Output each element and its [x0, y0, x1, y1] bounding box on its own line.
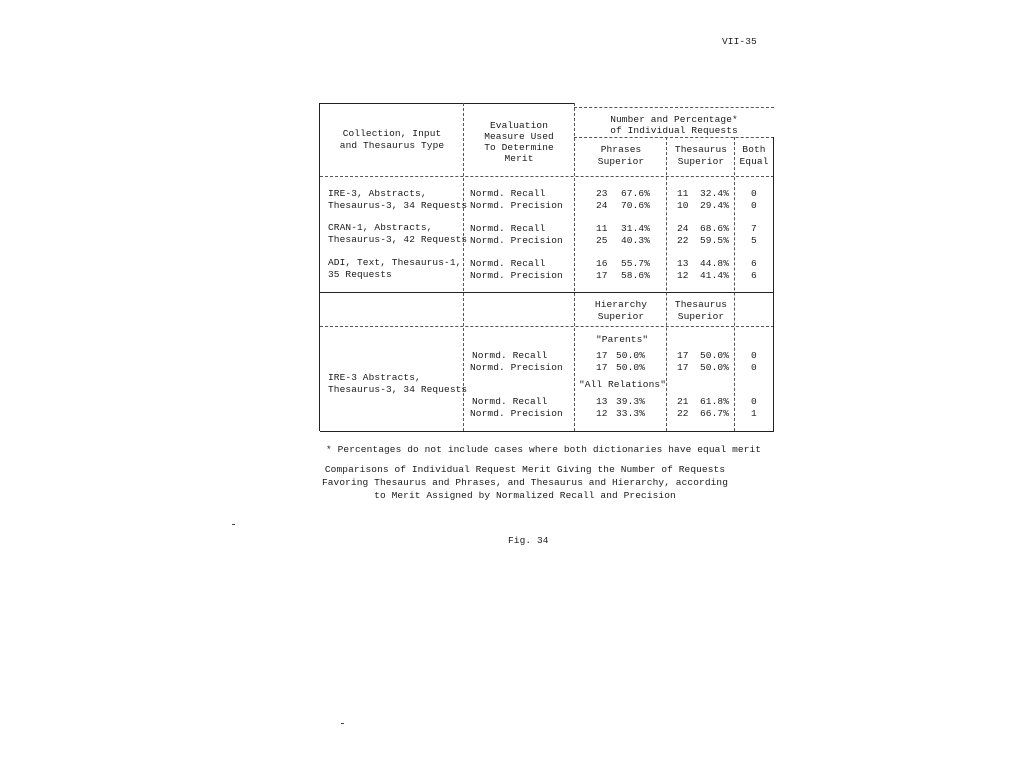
- phrases-superior-header: Phrases Superior: [597, 144, 645, 167]
- equal-count: 7: [751, 223, 757, 234]
- phrases-percent: 31.4%: [621, 223, 651, 234]
- thesaurus-count: 13: [677, 258, 689, 269]
- equal-count: 0: [751, 396, 757, 407]
- number-percentage-header: Number and Percentage* of Individual Requests: [610, 114, 738, 136]
- number-header-rule: [574, 137, 774, 138]
- section-rule-2: [320, 326, 774, 327]
- thesaurus-superior-header: Thesaurus Superior: [674, 144, 728, 167]
- scan-speck: [341, 723, 344, 724]
- phrases-count: 25: [596, 235, 608, 246]
- figure-label: Fig. 34: [508, 535, 549, 546]
- equal-count: 1: [751, 408, 757, 419]
- hierarchy-count: 17: [596, 362, 608, 373]
- col-rule-phrases: [666, 137, 667, 431]
- thesaurus-count: 17: [677, 350, 689, 361]
- collection-cran1: CRAN-1, Abstracts, Thesaurus-3, 42 Requests: [328, 222, 468, 245]
- table-row: Normd. Recall: [470, 223, 546, 234]
- all-relations-label: "All Relations": [579, 379, 667, 390]
- thesaurus-percent: 59.5%: [700, 235, 730, 246]
- hierarchy-count: 13: [596, 396, 608, 407]
- thesaurus-percent: 68.6%: [700, 223, 730, 234]
- thesaurus-percent: 50.0%: [700, 350, 730, 361]
- equal-count: 6: [751, 270, 757, 281]
- table-row: Normd. Precision: [470, 270, 563, 281]
- thesaurus-count: 22: [677, 408, 689, 419]
- phrases-percent: 40.3%: [621, 235, 651, 246]
- col-rule-evaluation: [574, 103, 575, 431]
- table-left-rule: [319, 103, 320, 431]
- thesaurus-percent: 41.4%: [700, 270, 730, 281]
- equal-count: 0: [751, 362, 757, 373]
- evaluation-header: Evaluation Measure Used To Determine Merit: [484, 120, 554, 164]
- equal-count: 0: [751, 200, 757, 211]
- phrases-percent: 67.6%: [621, 188, 651, 199]
- table-row: Normd. Recall: [470, 188, 546, 199]
- table-row: Normd. Recall: [470, 258, 546, 269]
- table-row: Normd. Precision: [470, 408, 563, 419]
- hierarchy-percent: 39.3%: [616, 396, 646, 407]
- collection-header: Collection, Input and Thesaurus Type: [339, 128, 445, 151]
- phrases-count: 24: [596, 200, 608, 211]
- phrases-percent: 70.6%: [621, 200, 651, 211]
- thesaurus-count: 10: [677, 200, 689, 211]
- section-rule-1: [320, 292, 774, 293]
- scan-speck: [232, 524, 235, 525]
- table-top-rule: [320, 103, 574, 104]
- hierarchy-superior-header: Hierarchy Superior: [594, 299, 648, 322]
- phrases-count: 23: [596, 188, 608, 199]
- both-equal-header: Both Equal: [739, 144, 769, 167]
- table-top-rule-right: [574, 107, 774, 108]
- phrases-count: 17: [596, 270, 608, 281]
- equal-count: 0: [751, 188, 757, 199]
- table-row: Normd. Recall: [472, 350, 548, 361]
- equal-count: 0: [751, 350, 757, 361]
- hierarchy-percent: 50.0%: [616, 350, 646, 361]
- thesaurus-count: 22: [677, 235, 689, 246]
- thesaurus-percent: 29.4%: [700, 200, 730, 211]
- thesaurus-count: 24: [677, 223, 689, 234]
- thesaurus-percent: 66.7%: [700, 408, 730, 419]
- header-bottom-rule: [320, 176, 774, 177]
- parents-label: "Parents": [596, 334, 649, 345]
- table-row: Normd. Precision: [470, 235, 563, 246]
- collection-ire3: IRE-3, Abstracts, Thesaurus-3, 34 Requests: [328, 188, 468, 211]
- thesaurus-superior-header-2: Thesaurus Superior: [674, 299, 728, 322]
- hierarchy-percent: 33.3%: [616, 408, 646, 419]
- phrases-count: 16: [596, 258, 608, 269]
- thesaurus-percent: 44.8%: [700, 258, 730, 269]
- footnote: * Percentages do not include cases where both dictionaries have equal merit: [326, 444, 762, 455]
- table-right-rule: [773, 137, 774, 431]
- collection-adi: ADI, Text, Thesaurus-1, 35 Requests: [328, 257, 462, 280]
- thesaurus-percent: 61.8%: [700, 396, 730, 407]
- col-rule-thesaurus: [734, 137, 735, 431]
- hierarchy-count: 17: [596, 350, 608, 361]
- thesaurus-count: 12: [677, 270, 689, 281]
- phrases-count: 11: [596, 223, 608, 234]
- hierarchy-percent: 50.0%: [616, 362, 646, 373]
- table-row: Normd. Recall: [472, 396, 548, 407]
- table-row: Normd. Precision: [470, 200, 563, 211]
- phrases-percent: 55.7%: [621, 258, 651, 269]
- page-number: VII-35: [722, 36, 757, 47]
- equal-count: 5: [751, 235, 757, 246]
- collection-ire3-hierarchy: IRE-3 Abstracts, Thesaurus-3, 34 Requests: [328, 372, 468, 395]
- thesaurus-count: 21: [677, 396, 689, 407]
- thesaurus-count: 11: [677, 188, 689, 199]
- hierarchy-count: 12: [596, 408, 608, 419]
- table-row: Normd. Precision: [470, 362, 563, 373]
- equal-count: 6: [751, 258, 757, 269]
- figure-caption: Comparisons of Individual Request Merit Giving the Number of Requests Favoring Thesaurus and Phrases, and Thesaurus and Hierarchy, according to Merit Assigned by Normalized Recall and Precision: [321, 464, 729, 501]
- table-bottom-rule: [320, 431, 774, 432]
- thesaurus-count: 17: [677, 362, 689, 373]
- phrases-percent: 58.6%: [621, 270, 651, 281]
- thesaurus-percent: 32.4%: [700, 188, 730, 199]
- thesaurus-percent: 50.0%: [700, 362, 730, 373]
